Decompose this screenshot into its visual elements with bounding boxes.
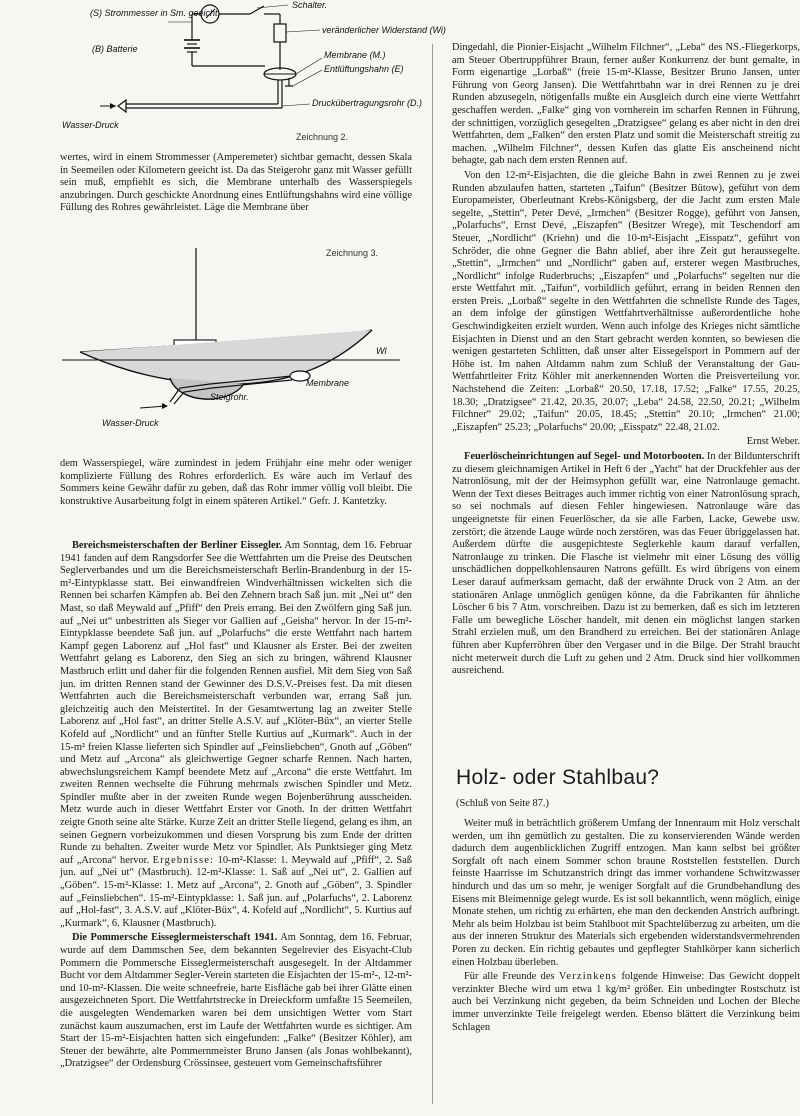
holz-para-1: Weiter muß in beträchtlich größerem Umfang der Innenraum mit Holz verschalt werden, um ihn gemütlich zu gestalten. Die zu konservierenden Wände werden dadurch dem augenblicklichen Zugriff entzogen. Man kann selbst bei größter Sorgfalt oft nach einem Sommer schon braune Roststellen feststellen. Durch feinste Haarrisse im Schutzanstrich dringt das immer vorhandene Schwitzwasser hindurch und das um so mehr, je weniger Sorgfalt auf die Grundbehandlung des Eisens mit Bleimennige gelegt wurde. Es ist soll bekanntlich, wenn möglich, einige Monate stehen, um richtig zu erhärten, ehe man den deckenden Anstrich aufbringt. Mehr als beim Holzbau ist beim Stahlboot mit Spachtelüberzug zu arbeiten, um die aus der inneren Struktur des Materials sich ergebenden widerstandsvermehrenden Poren zu decken. Ein richtig gebautes und gepflegter Stahlkörper kann sicherlich einen Holzbau überleben. (452, 818, 800, 968)
left-column (60, 0, 446, 1116)
pommern-article (60, 932, 412, 1071)
fire-title: Feuerlöscheinrichtungen auf Segel- und Motorbooten. (464, 451, 705, 462)
circuit-diagram (60, 0, 446, 148)
section-subheading: (Schluß von Seite 87.) (456, 798, 549, 809)
section-heading: Holz- oder Stahlbau? (456, 766, 660, 789)
right-para-2: Von den 12-m²-Eisjachten, die die gleiche Bahn in zwei Rennen zu je zwei Runden abzulaufen hatten, starteten „Taifun“ (Besitzer Bütow), geführt von dem Europameister, Oberleutnant Krebs-Königsberg, der die Jacht zum ersten Male segelte, „Stettin“, Peter Devé, „Irmchen“ (Besitzer Rogge), geführt von Jansen, „Polarfuchs“, Ernst Devé, „Eiszapfen“ (Besitzer Wrege), mit Teschendorf am Steuer, „Nordlicht“ (Kriehn) und die 10-m²-Eisjacht „Eisspatz“, geführt von Schröder, die ohne Gegner die Bahn ablief, aber ihre Zeit gut heraussegelte. „Stettin“, „Irmchen“ und „Nordlicht“ gaben auf, ersterer wegen Mastbruches, „Nordlicht“ infolge Ruderbruchs; „Eiszapfen“ und „Polarfuchs“ segelten nur die erste Wettfahrt mit. „Taifun“, vorbildlich geführt, errang in beiden Rennen den ersten Preis. „Lorbaß“ segelte in den Wettfahrten die schnellste Runde des Tages, an dem infolge der günstigen Wettfahrtverhältnisse außerordentliche hohe Geschwindigkeiten erzielt wurden. Wenn auch infolge des Krieges nicht sämtliche Eisjachten in Dienst und an den Start gebracht werden konnten, so bewiesen die wenigen gestarteten Schlitten, daß unser alter Eissegelsport in Pommern auf der Höhe ist. Im nahen Altdamm nahm zum Schluß der Veranstaltung der Gau-Wettfahrtleiter Fritz Köhler mit anerkennenden Worten die Preisverteilung vor. Nachstehend die Zeiten: „Lorbaß“ 20.50, 17.18, 17.52; „Falke“ 17.55, 20.25, 18.30; „Dratzigsee“ 21.42, 20.35, 20.07; „Leba“ 24.58, 22.50, 20.21; „Wilhelm Filchner“ 29.02; „Taifun“ 20.05, 18.45; „Stettin“ 20.10; „Irmchen“ 21.00; „Eiszapfen“ 25.23; „Polarfuchs“ 20.00; „Eisspatz“ 22.48, 21.02. (452, 169, 800, 433)
followup-text (60, 458, 412, 532)
figure-caption-3: Zeichnung 3. (326, 248, 379, 258)
holz-para-2-post: folgende Hinweise: Das Gewicht doppelt verzinkter Bleche wird um etwa 1 kg/m² größer. Ein unbedingter Rostschutz ist auch bei Verzinkung nicht gegeben, da beim Schneiden und Lochen der Bleche immer unverzinkte Teile freigelegt werden. Ebenso blättert die Verzinkung beim Schlagen (452, 971, 800, 1033)
right-column (452, 42, 800, 1116)
pommern-body: Am Sonntag, dem 16. Februar, wurde auf dem Dammschen See, dem bekannten Segelrevier des Eisyacht-Club Pommern die Pommersche Eisseglermeisterschaft ausgesegelt. In der Altdammer Bucht vor dem Altdammer Segler-Verein starteten die Eisjachten der 15-m²-, 12-m²- und 10-m²-Klassen. Die weite schneefreie, harte Eisfläche gab bei ihrer Glätte einen ausgezeichneten Sport. Die Wettfahrtstrecke in Dreieckform umfaßte 15 Seemeilen, die ausgelegten Wendemarken waren bei dem unsichtigen Wetter vom Start zunächst kaum auszumachen, erst im Laufe der Wettfahrten wurde es sichtiger. Am Start der 15-m²-Eisjachten hatten sich eingefunden: „Falke“ (Besitzer Köhler), am Steuer der bewährte, alte Pommernmeister Bruno Jansen (als Jonas wohlbekannt), „Dratzigsee“ der Ordensburg Crössinsee, gesteuert vom Gemeinschaftsführer (60, 932, 412, 1070)
column-divider (432, 44, 433, 1104)
holz-para-2-spaced: Verzinkens (558, 971, 618, 983)
author-signature: Ernst Weber. (746, 436, 800, 448)
intro-paragraph: wertes, wird in einem Strommesser (Amperemeter) sichtbar gemacht, dessen Skala in Seemeilen oder Kilometern geeicht ist. Da das Steigerohr ganz mit Wasser gefüllt sein muß, empfiehlt es sich, die Membrane unterhalb des Wasserspiegels anzubringen. Durch geschickte Anordnung eines Entlüftungshahns wird eine völlige Füllung des Rohres gewährleistet. Läge die Membrane über (60, 152, 412, 214)
label-entlueftung: Entlüftungshahn (E) (324, 64, 404, 74)
right-para-1: Dingedahl, die Pionier-Eisjacht „Wilhelm Filchner“, „Leba“ des NS.-Fliegerkorps, am Steuer Obertruppführer Braun, ferner außer Konkurrenz der bunt gemalte, in Form eigenartige „Lorbaß“ (freie 15-m²-Klasse, Besitzer Bruno Jansen, unter Führung von Georg Jansen). Die Wettfahrtbahn war in drei Rennen zu je drei Runden abzusegeln, nötigenfalls mußte ein Ausgleich durch eine vierte Wettfahrt geschaffen werden. „Falke“ ging von vornherein im scharfen Rennen in Führung, der schnittigen, vorzüglich gesegelten „Dratzigsee“ gelang es aber nicht in den drei Wettfahrten, dem „Falken“ den ersten Platz und somit die Meisterschaft streitig zu machen. „Wilhelm Filchner“, dessen Kufen das glatte Eis anscheinend nicht behagte, gab nach dem ersten Rennen auf. (452, 42, 800, 167)
berlin-results-label: Ergebnisse: (152, 854, 215, 866)
holz-para-2-pre: Für alle Freunde des (464, 971, 555, 983)
boat-diagram (60, 238, 412, 458)
label-widerstand: veränderlicher Widerstand (Wi) (322, 25, 446, 35)
label-wasserdruck-boat: Wasser-Druck (102, 418, 159, 428)
label-batterie: (B) Batterie (92, 44, 138, 54)
label-druckuebertragung: Druckübertragungsrohr (D.) (312, 98, 423, 108)
label-membrane: Membrane (M.) (324, 50, 386, 60)
fire-body: In der Bildunterschrift zu diesem gleichnamigen Artikel in Heft 6 der „Yacht“ hat der Druckfehler aus der Natronlösung, mit der der Heimsyphon gefüllt war, eine Natronlauge gemacht. Wenn der Text dieses Beitrages auch immer richtig von einer Natronlösung sprach, so sei nochmals auf diesen Fehler hingewiesen. Natronlauge wäre das ungeeignetste für einen Feuerlöscher, da sie alle Farben, Lacke, Gewebe usw. zerstört; die ätzende Lauge würde noch zerstören, was das Feuer übriggelassen hat. Außerdem dürfte die ausgepichteste Seglerkehle kaum darauf verfallen, Natronlauge zu trinken. Die Flasche ist vielmehr mit einer Lösung des völlig unschädlichen doppelkohlensauren Natrons gefüllt. Es wird übrigens von einem Leser darauf aufmerksam gemacht, daß der erwähnte Druck von 2 Atm. an der stationären Anlage unmöglich genügen könne, da die Fabrikanten für ähnliche Löscher 6 bis 7 Atm. vorschreiben. Dazu ist zu bemerken, daß es sich im letzteren Falle um bewegliche Löscher handelt, mit denen ein möglichst langen starken Strahl erzielen muß, um den Brandherd zu erreichen. Bei der stationären Anlage führen aber Kupferröhren über den Vergaser und in die Bilge. Der Strahl braucht nicht meterweit durch die Luft zu gehen und 2 Atm. Druck sind hier vollkommen ausreichend. (452, 451, 800, 677)
figure-caption-2: Zeichnung 2. (296, 132, 349, 142)
label-wasserdruck: Wasser-Druck (62, 120, 119, 130)
label-schalter: Schalter. (292, 0, 328, 10)
label-steigrohr: Steigrohr. (210, 392, 249, 402)
regatta-continuation (452, 42, 800, 750)
berlin-results: 10-m²-Klasse: 1. Meywald auf „Pfiff“, 2. Saß jun. auf „Nei ut“ (Mastbruch). 12-m²-Klasse: 1. Saß auf „Nei ut“, 2. Gallien auf „Göben“. 15-m²-Klasse: 1. Metz auf „Arcona“, 2. Gnoth auf „Göben“, 3. Spindler auf „Feinsliebchen“. 15-m²-Eintypklasse: 1. Saß jun. auf „Polarfuchs“, 2. Laborenz auf „Hol-fast“, 3. A.S.V. auf „Klöter-Büx“, 4. Kofeld auf „Nordlicht“, 5. Kurtius auf „Kurmark“, 6. Klausner (Mastbruch). (60, 854, 412, 929)
berlin-title: Bereichsmeisterschaften der Berliner Eissegler. (72, 540, 282, 551)
pommern-title: Die Pommersche Eisseglermeisterschaft 1941. (72, 932, 278, 944)
intro-text (60, 152, 412, 236)
fire-article (452, 451, 800, 678)
label-membrane-boat: Membrane (306, 378, 350, 388)
followup-paragraph: dem Wasserspiegel, wäre zumindest in jedem Frühjahr eine mehr oder weniger komplizierte Füllung des Rohres erforderlich. Es wäre auch im Verlauf des Sommers keine Gewähr dafür zu geben, daß das Rohr immer völlig voll bleibt. Die konstruktive Ausarbeitung folgt in einem späteren Artikel.“ Gefr. J. Kantetzky. (60, 458, 412, 507)
berlin-article (60, 540, 412, 1116)
berlin-body: Am Sonntag, dem 16. Februar 1941 fanden auf dem Rangsdorfer See die Wettfahrten um die Preise des Deutschen Seglerverbandes und um die Bereichsmeisterschaft Berlin-Brandenburg in der 15-m²-Eintypklasse statt. Bei einwandfreien Windverhältnissen wickelten sich die Rennen bei scharfen Kämpfen ab. Bei den Zehnern brach Saß jun. mit „Nei ut“ den Mast, so daß Meywald auf „Pfiff“ den Preis errang. Bei den Zwölfern ging Saß jun. auf „Nei ut“ unbestritten als Sieger vor Gallien auf „Geisha“ hervor. In der 15-m²-Eintypklasse beendete Saß jun. auf „Polarfuchs“ die erste Wettfahrt nach hartem Kampf gegen Laborenz auf „Hol fast“ und Klausner als Erster. Bei der zweiten Wettfahrt gelang es Laborenz, den Sieg an sich zu bringen, während Klausner Mastbruch erlitt und daher für die folgenden Rennen ausfiel. Mit dem Sieg von Saß jun. im dritten Rennen stand der Gewinner des D.S.V.-Preises fest. Da mit diesen Wettfahrten auch die Bereichsmeisterschaft verbunden war, errang Saß jun. gleichzeitig auch den Meistertitel. In der Gesamtwertung lag an zweiter Stelle Laborenz auf „Hol fast“, an dritter Stelle A.S.V. auf „Klöter-Büx“, an vierter Stelle Kofeld auf „Nordlicht“ und an fünfter Stelle Kurtius auf „Kurmark“. Auch in der 15-m² freien Klasse lieferten sich Spindler auf „Feinsliebchen“, Gnoth auf „Göben“ und Metz auf „Arcona“ als gleichwertige Gegner scharfe Rennen. Nach harten, abwechslungsreichem Kampf beendete Metz auf „Arcona“ die erste Wettfahrt. Im zweiten Rennen wechselte die Führung mehrmals zwischen Spindler und Metz. Spindler mußte aber in der zweiten Runde wegen Bojenberührung ausscheiden. Metz wurde auch in dieser Wettfahrt Erster vor Gnoth. In der dritten Wettfahrt zeigte Gnoth seine alte Stärke. Kurze Zeit an dritter Stelle liegend, gelang es ihm, an seinen Gegnern vorbeizukommen und diesen Vorsprung bis zum Ende der dritten Runde zu behalten. Zweiter wurde Metz vor Spindler. Als Punktsieger ging Metz auf „Arcona“ hervor. (60, 540, 412, 866)
holz-article (452, 818, 800, 1116)
holz-para-2 (452, 971, 800, 1034)
label-wl: Wl (376, 346, 387, 356)
label-strommesser: (S) Strommesser in Sm. geeicht. (90, 8, 221, 18)
